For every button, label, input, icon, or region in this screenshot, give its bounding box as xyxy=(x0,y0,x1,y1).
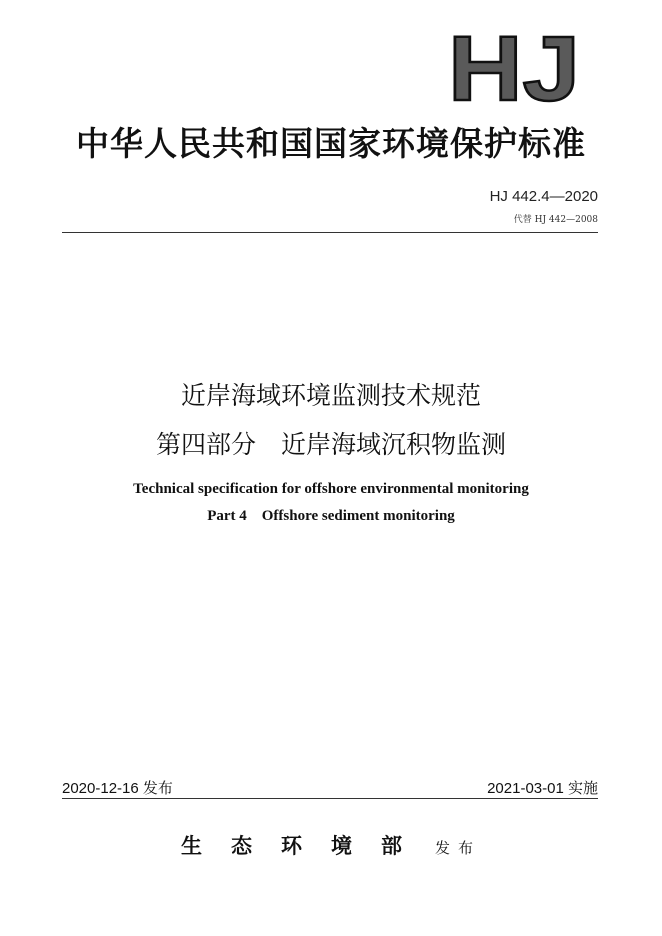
publisher-line xyxy=(0,830,662,860)
implementation-date: 2021-03-01 实施 xyxy=(487,780,598,797)
english-title-line-2: Part 4 Offshore sediment monitoring xyxy=(207,508,455,524)
english-title-line-1: Technical specification for offshore environmental monitoring xyxy=(133,481,529,497)
replaces-note: 代替 HJ 442—2008 xyxy=(513,215,598,225)
chinese-title-line-2: 第四部分 近岸海域沉积物监测 xyxy=(155,430,506,459)
svg-text:HJ: HJ xyxy=(448,34,580,104)
hj-logo xyxy=(448,34,582,104)
publisher-organization: 生态环境部 xyxy=(180,833,431,858)
issue-date: 2020-12-16 发布 xyxy=(62,780,173,797)
hj-logo-mark xyxy=(448,34,582,104)
standard-code: HJ 442.4—2020 xyxy=(489,188,598,205)
header-divider xyxy=(62,232,598,233)
footer-divider xyxy=(62,798,598,799)
publisher-verb: 发布 xyxy=(434,839,481,857)
chinese-title-line-1: 近岸海域环境监测技术规范 xyxy=(180,381,481,410)
standard-type-title: 中华人民共和国国家环境保护标准 xyxy=(76,124,586,163)
